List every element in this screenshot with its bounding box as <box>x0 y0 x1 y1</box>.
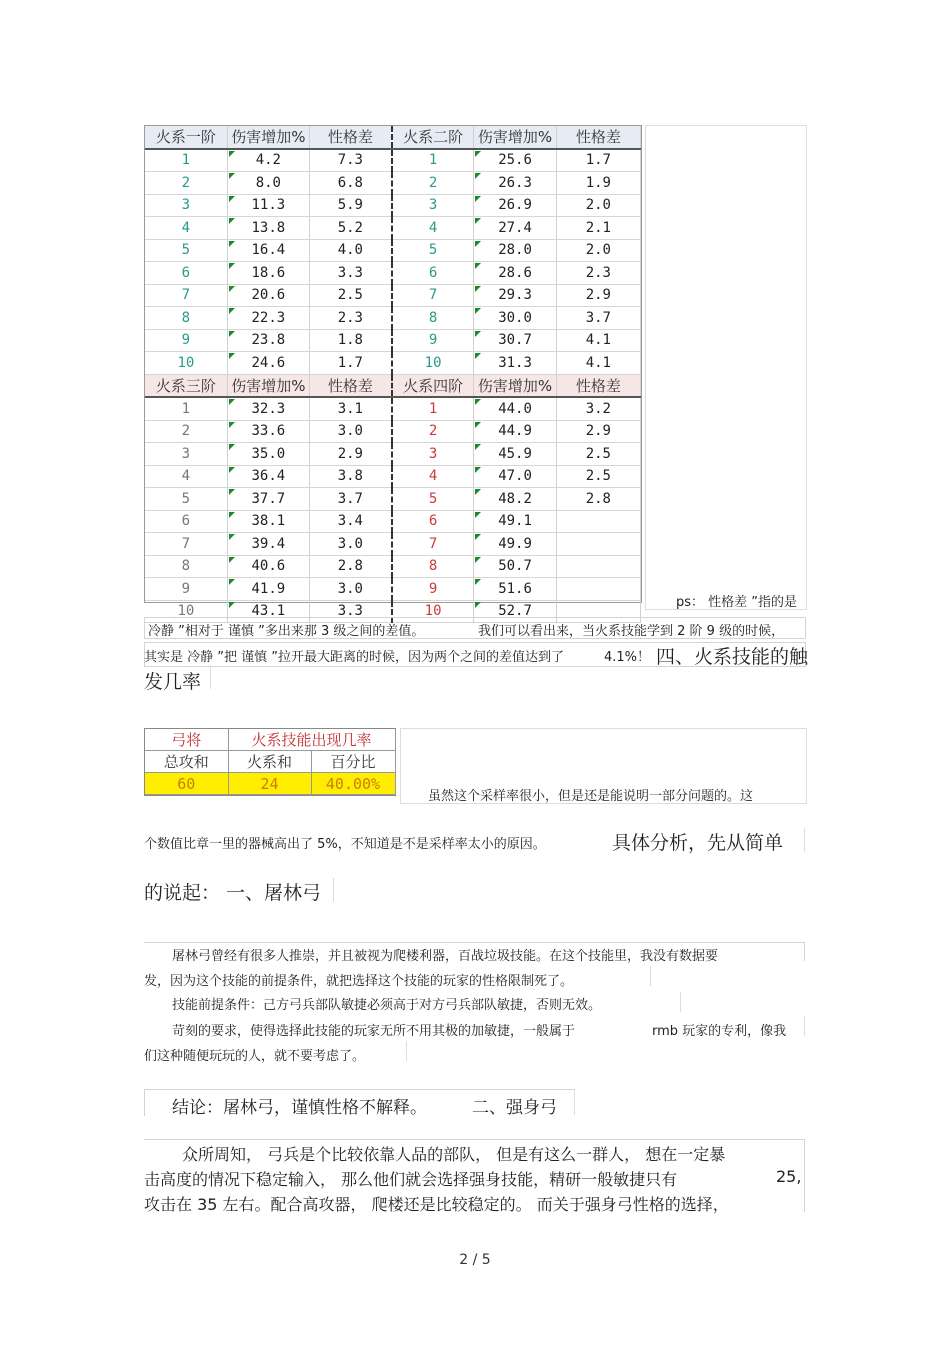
table-row <box>145 488 641 511</box>
table-cell: 7 <box>145 284 227 307</box>
paragraph-line: 屠林弓曾经有很多人推崇，并且被视为爬楼利器，百战垃圾技能。在这个技能里，我没有数据要 <box>172 949 719 964</box>
table-cell: 2 <box>145 420 227 443</box>
fire-skill-table <box>145 126 641 623</box>
table-cell: 24.6 <box>227 352 309 375</box>
table-cell: 6 <box>392 262 474 285</box>
paragraph-line: 发，因为这个技能的前提条件，就把选择这个技能的玩家的性格限制死了。 <box>144 974 574 989</box>
divider <box>680 992 681 1012</box>
table-cell: 20.6 <box>227 284 309 307</box>
table-cell: 6 <box>145 262 227 285</box>
table-cell: 30.7 <box>474 329 556 352</box>
table-header-cell: 伤害增加% <box>474 374 556 397</box>
table-cell: 44.0 <box>474 397 556 420</box>
table-cell: 5 <box>392 239 474 262</box>
table-cell: 10 <box>145 352 227 375</box>
divider <box>804 828 805 852</box>
text-line: 4.1%！ <box>604 650 651 665</box>
table-cell: 3.0 <box>309 578 391 601</box>
fire-probability-table-image <box>144 728 396 796</box>
paragraph-line: 攻击在 35 左右。配合高攻器， 爬楼还是比较稳定的。 而关于强身弓性格的选择， <box>144 1195 729 1214</box>
table-cell: 50.7 <box>474 555 556 578</box>
table-row <box>145 397 641 420</box>
text-line: 我们可以看出来，当火系技能学到 2 阶 9 级的时候， <box>478 624 785 639</box>
paragraph-line: 们这种随便玩玩的人，就不要考虑了。 <box>144 1049 366 1064</box>
table-cell: 3.0 <box>309 420 391 443</box>
table-cell: 9 <box>392 578 474 601</box>
table-cell: 4.1 <box>556 329 640 352</box>
table-cell: 4 <box>392 465 474 488</box>
paragraph-line: 苛刻的要求，使得选择此技能的玩家无所不用其极的加敏捷，一般属于 <box>172 1024 576 1039</box>
table-cell: 5.2 <box>309 217 391 240</box>
text-line: 个数值比章一里的器械高出了 5%，不知道是不是采样率太小的原因。 <box>144 837 546 852</box>
table-cell: 3 <box>145 194 227 217</box>
table-cell: 45.9 <box>474 443 556 466</box>
table-cell: 16.4 <box>227 239 309 262</box>
table-cell: 3.2 <box>556 397 640 420</box>
section-heading: 四、火系技能的触 <box>656 646 809 668</box>
section-heading: 具体分析，先从简单 <box>612 832 784 854</box>
paragraph-line: 众所周知， 弓兵是个比较依靠人品的部队， 但是有这么一群人， 想在一定暴 <box>182 1145 726 1164</box>
page-number: 2 / 5 <box>459 1252 491 1268</box>
table-cell: 2.5 <box>309 284 391 307</box>
table-cell: 38.1 <box>227 510 309 533</box>
table-cell: 5 <box>145 488 227 511</box>
table-cell: 60 <box>145 773 228 795</box>
table-header-cell: 火系二阶 <box>392 126 474 149</box>
table-cell: 2.0 <box>556 194 640 217</box>
section-heading: 的说起： 一、屠林弓 <box>144 882 322 904</box>
table-cell: 48.2 <box>474 488 556 511</box>
table-cell: 2.3 <box>309 307 391 330</box>
table-cell: 3.0 <box>309 533 391 556</box>
table-cell: 49.1 <box>474 510 556 533</box>
table-cell: 8.0 <box>227 172 309 195</box>
table-cell: 31.3 <box>474 352 556 375</box>
table-cell: 8 <box>392 307 474 330</box>
table-row <box>145 352 641 375</box>
divider <box>333 878 334 902</box>
table-cell: 28.0 <box>474 239 556 262</box>
table-cell: 6 <box>145 510 227 533</box>
table-cell: 52.7 <box>474 600 556 623</box>
table-cell: 44.9 <box>474 420 556 443</box>
table-cell: 2.8 <box>309 555 391 578</box>
table-cell: 37.7 <box>227 488 309 511</box>
table-cell: 3.7 <box>309 488 391 511</box>
table-cell: 29.3 <box>474 284 556 307</box>
table-cell: 51.6 <box>474 578 556 601</box>
table-cell: 28.6 <box>474 262 556 285</box>
table-cell: 24 <box>228 773 311 795</box>
table-header-cell: 性格差 <box>309 126 391 149</box>
table-cell: 9 <box>145 329 227 352</box>
table-cell: 7 <box>392 284 474 307</box>
table-cell: 2.1 <box>556 217 640 240</box>
table-cell: 5 <box>392 488 474 511</box>
table-header-cell: 性格差 <box>309 374 391 397</box>
table-cell: 5.9 <box>309 194 391 217</box>
table-cell: 1 <box>392 397 474 420</box>
table-cell <box>556 555 640 578</box>
table-cell: 10 <box>392 352 474 375</box>
paragraph-line: 技能前提条件：己方弓兵部队敏捷必须高于对方弓兵部队敏捷，否则无效。 <box>172 998 602 1013</box>
table-cell: 4.1 <box>556 352 640 375</box>
table-header-cell: 性格差 <box>556 126 640 149</box>
table-cell: 26.3 <box>474 172 556 195</box>
table-cell: 3.3 <box>309 262 391 285</box>
table-cell: 3.7 <box>556 307 640 330</box>
table-row <box>145 578 641 601</box>
table-cell: 30.0 <box>474 307 556 330</box>
table-header-row <box>145 126 641 149</box>
table-cell: 9 <box>392 329 474 352</box>
table-cell: 3.8 <box>309 465 391 488</box>
table-header-cell: 火系四阶 <box>392 374 474 397</box>
table-cell <box>556 533 640 556</box>
table-cell: 6 <box>392 510 474 533</box>
table-cell: 3.4 <box>309 510 391 533</box>
divider <box>804 1016 805 1036</box>
table-row <box>145 443 641 466</box>
table-cell: 49.9 <box>474 533 556 556</box>
table-cell: 11.3 <box>227 194 309 217</box>
table-row <box>145 510 641 533</box>
table-cell: 1.7 <box>309 352 391 375</box>
table-cell: 27.4 <box>474 217 556 240</box>
table-header-cell: 伤害增加% <box>227 126 309 149</box>
table-cell: 1.9 <box>556 172 640 195</box>
table-header-cell: 火系一阶 <box>145 126 227 149</box>
table-cell: 7.3 <box>309 149 391 172</box>
table-row <box>145 149 641 172</box>
table-cell: 2.9 <box>556 420 640 443</box>
table-cell: 总攻和 <box>145 751 228 773</box>
table-cell: 23.8 <box>227 329 309 352</box>
table-cell: 火系技能出现几率 <box>228 729 395 751</box>
text-line: 其实是 冷静 ”把 谨慎 ”拉开最大距离的时候，因为两个之间的差值达到了 <box>144 650 564 665</box>
table-cell: 41.9 <box>227 578 309 601</box>
table-cell: 22.3 <box>227 307 309 330</box>
conclusion-line: 结论：屠林弓，谨慎性格不解释。 <box>172 1098 427 1118</box>
section-heading: 二、强身弓 <box>472 1098 557 1118</box>
table-cell: 2.9 <box>556 284 640 307</box>
table-cell: 3 <box>392 194 474 217</box>
table-header-cell: 火系三阶 <box>145 374 227 397</box>
ps-note: ps： 性格差 ”指的是 <box>676 595 798 610</box>
table-row <box>145 533 641 556</box>
text-line: 虽然这个采样率很小，但是还是能说明一部分问题的。这 <box>428 789 754 804</box>
table-cell: 2 <box>145 172 227 195</box>
table-row <box>145 420 641 443</box>
table-cell: 3 <box>145 443 227 466</box>
divider <box>574 1089 575 1115</box>
table-cell: 13.8 <box>227 217 309 240</box>
table-header-cell: 伤害增加% <box>474 126 556 149</box>
divider <box>406 1041 407 1061</box>
section-heading: 发几率 <box>144 671 202 693</box>
fire-skill-table-image <box>144 125 642 620</box>
table-cell: 47.0 <box>474 465 556 488</box>
table-row <box>145 262 641 285</box>
table-cell: 8 <box>145 307 227 330</box>
table-row <box>145 307 641 330</box>
fire-probability-table <box>145 729 396 795</box>
paragraph-line: 击高度的情况下稳定输入， 那么他们就会选择强身技能，精研一般敏捷只有 <box>144 1170 678 1189</box>
table-row <box>145 555 641 578</box>
table-cell: 39.4 <box>227 533 309 556</box>
table-cell: 2.8 <box>556 488 640 511</box>
table-cell: 40.00% <box>311 773 395 795</box>
table-cell: 8 <box>392 555 474 578</box>
table-cell: 2.5 <box>556 443 640 466</box>
table-cell: 26.9 <box>474 194 556 217</box>
table-cell: 3 <box>392 443 474 466</box>
table-cell: 4 <box>392 217 474 240</box>
table-cell: 7 <box>145 533 227 556</box>
table-row <box>145 217 641 240</box>
table-cell: 百分比 <box>311 751 395 773</box>
table-cell: 1 <box>145 397 227 420</box>
table-cell: 弓将 <box>145 729 228 751</box>
table-row <box>145 329 641 352</box>
table-cell: 4 <box>145 217 227 240</box>
table-cell: 火系和 <box>228 751 311 773</box>
table-cell: 32.3 <box>227 397 309 420</box>
table-cell: 35.0 <box>227 443 309 466</box>
table-cell: 2.0 <box>556 239 640 262</box>
table-cell: 1.8 <box>309 329 391 352</box>
table-header-cell: 性格差 <box>556 374 640 397</box>
image-frame <box>645 125 807 610</box>
table-cell: 2.3 <box>556 262 640 285</box>
table-cell: 2 <box>392 420 474 443</box>
table-cell: 2.5 <box>556 465 640 488</box>
table-cell: 3.1 <box>309 397 391 420</box>
table-header-cell: 伤害增加% <box>227 374 309 397</box>
table-cell: 25.6 <box>474 149 556 172</box>
table-cell: 5 <box>145 239 227 262</box>
paragraph-line: rmb 玩家的专利，像我 <box>652 1024 787 1039</box>
table-cell: 1 <box>145 149 227 172</box>
table-header-row <box>145 374 641 397</box>
table-cell <box>556 510 640 533</box>
text-line: 冷静 ”相对于 谨慎 ”多出来那 3 级之间的差值。 <box>148 624 425 639</box>
table-cell: 8 <box>145 555 227 578</box>
table-cell: 43.1 <box>227 600 309 623</box>
table-cell: 3.3 <box>309 600 391 623</box>
table-cell: 40.6 <box>227 555 309 578</box>
table-cell: 9 <box>145 578 227 601</box>
table-cell: 36.4 <box>227 465 309 488</box>
paragraph-line: 25, <box>776 1167 802 1186</box>
table-row <box>145 465 641 488</box>
table-cell: 4 <box>145 465 227 488</box>
table-cell <box>556 578 640 601</box>
table-row <box>145 194 641 217</box>
table-cell: 4.0 <box>309 239 391 262</box>
divider <box>210 667 211 689</box>
table-cell: 2.9 <box>309 443 391 466</box>
divider <box>650 966 651 986</box>
table-cell: 4.2 <box>227 149 309 172</box>
table-cell: 18.6 <box>227 262 309 285</box>
table-cell: 1.7 <box>556 149 640 172</box>
table-cell: 1 <box>392 149 474 172</box>
table-cell: 2 <box>392 172 474 195</box>
table-row <box>145 239 641 262</box>
table-row <box>145 172 641 195</box>
table-cell: 10 <box>392 600 474 623</box>
table-cell: 10 <box>145 600 227 623</box>
table-cell: 6.8 <box>309 172 391 195</box>
table-cell: 33.6 <box>227 420 309 443</box>
table-row <box>145 284 641 307</box>
table-cell: 7 <box>392 533 474 556</box>
